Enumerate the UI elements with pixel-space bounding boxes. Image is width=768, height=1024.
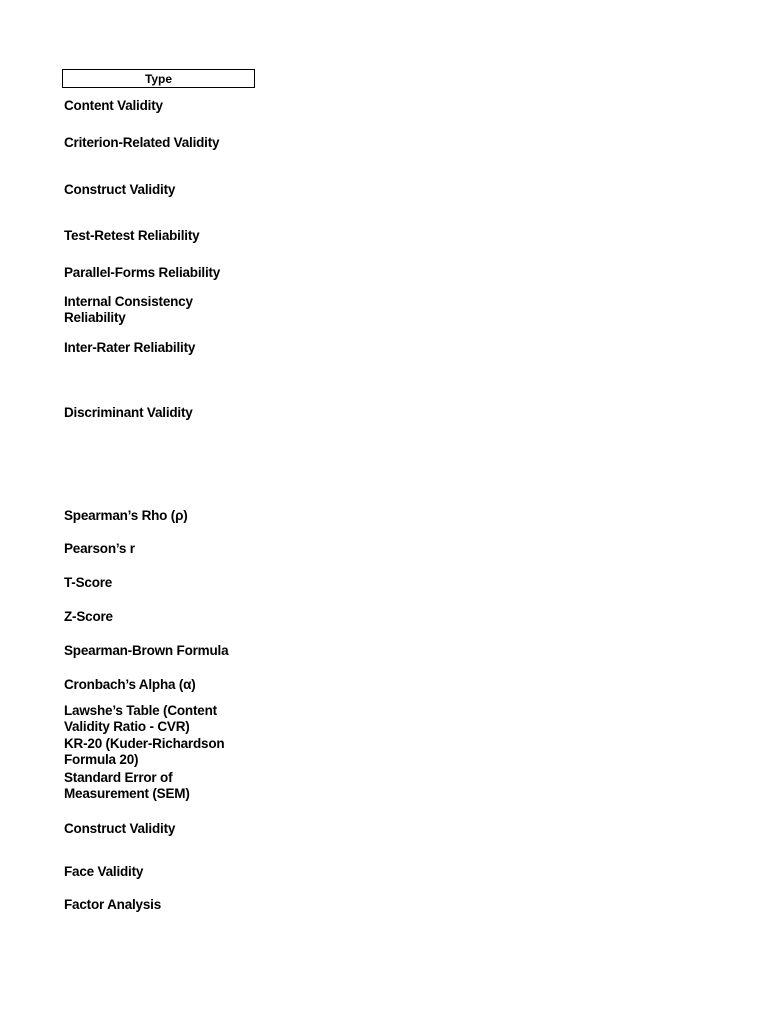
- table-row: Factor Analysis: [64, 897, 162, 912]
- table-row: Internal Consistency Reliability: [64, 294, 193, 325]
- table-row: Pearson’s r: [64, 541, 135, 556]
- table-row: Standard Error of Measurement (SEM): [64, 770, 190, 801]
- table-row: Construct Validity: [64, 821, 176, 836]
- table-row: Lawshe’s Table (Content Validity Ratio - CVR): [64, 703, 217, 734]
- table-row: Discriminant Validity: [64, 405, 193, 420]
- table-row: T-Score: [64, 575, 113, 590]
- table-row: KR-20 (Kuder-Richardson Formula 20): [64, 736, 225, 767]
- table-row: Z-Score: [64, 609, 113, 624]
- table-row: Cronbach’s Alpha (α): [64, 677, 196, 692]
- table-row: Spearman-Brown Formula: [64, 643, 229, 658]
- table-row: Criterion-Related Validity: [64, 135, 220, 150]
- table-row: Construct Validity: [64, 182, 176, 197]
- type-column-header: Type: [62, 69, 255, 88]
- table-row: Parallel-Forms Reliability: [64, 265, 221, 280]
- table-row: Test-Retest Reliability: [64, 228, 200, 243]
- table-row: Spearman’s Rho (ρ): [64, 508, 188, 523]
- table-row: Content Validity: [64, 98, 163, 113]
- table-row: Face Validity: [64, 864, 144, 879]
- table-row: Inter-Rater Reliability: [64, 340, 196, 355]
